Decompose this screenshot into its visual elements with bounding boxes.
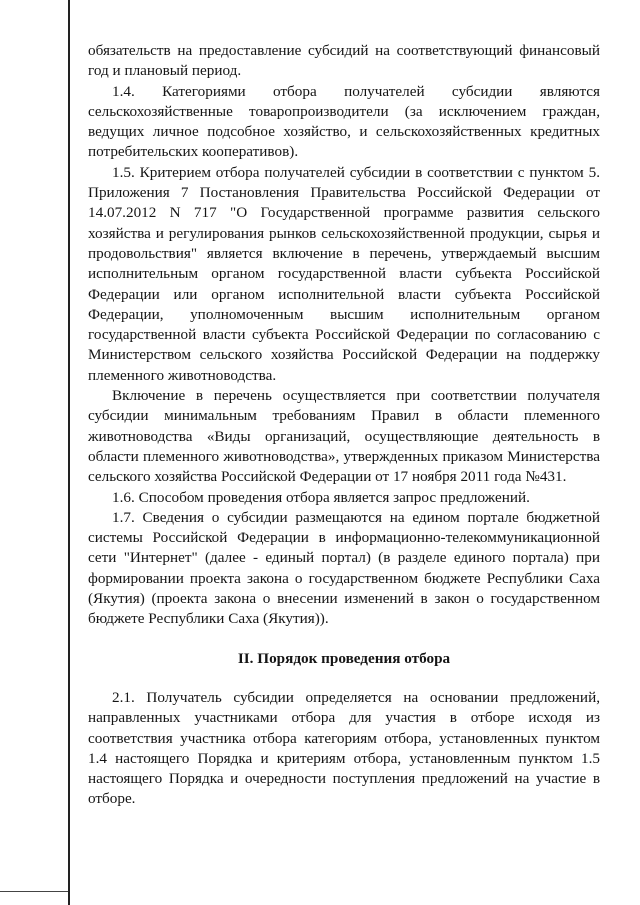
- margin-tick-line: [0, 891, 68, 892]
- section-heading: II. Порядок проведения отбора: [237, 649, 451, 667]
- paragraph-1-5: 1.5. Критерием отбора получателей субсидии в соответствии с пунктом 5. Приложения 7 Постановления Правительства Российской Федерации от 14.07.2012 N 717 "О Государственной программе развития сельского хозяйства и регулирования рынков сельскохозяйственной продукции, сырья и продовольствия" является включение в перечень, утверждаемый высшим исполнительным органом государственной власти субъекта Российской Федерации или органом исполнительной власти субъекта Российской Федерации, уполномоченным высшим исполнительным органом государственной власти субъекта Российской Федерации по согласованию с Министерством сельского хозяйства Российской Федерации на поддержку племенного животноводства.: [88, 163, 600, 384]
- paragraph-continuation: обязательств на предоставление субсидий на соответствующий финансовый год и плановый период.: [88, 42, 600, 80]
- paragraph-2-1: 2.1. Получатель субсидии определяется на основании предложений, направленных участниками отбора для участия в отборе исходя из соответствия участника отбора категориям отбора, установленных пунктом 1.4 настоящего Порядка и критериям отбора, установленным пунктом 1.5 настоящего Порядка и очередности поступления предложений на участие в отборе.: [88, 688, 600, 808]
- paragraph-inclusion: Включение в перечень осуществляется при соответствии получателя субсидии минимальным требованиям Правил в области племенного животноводства «Виды организаций, осуществляющие деятельность в области племенного животноводства», утвержденных приказом Министерства сельского хозяйства Российской Федерации от 17 ноября 2011 года №431.: [88, 387, 600, 486]
- paragraph-1-7: 1.7. Сведения о субсидии размещаются на едином портале бюджетной системы Российской Федерации в информационно-телекоммуникационной сети "Интернет" (далее - единый портал) (в разделе единого портала) при формировании проекта закона о государственном бюджете Республики Саха (Якутия) (проекта закона о внесении изменений в закон о государственном бюджете Республики Саха (Якутия)).: [88, 508, 600, 628]
- paragraph-1-6: 1.6. Способом проведения отбора является запрос предложений.: [112, 488, 530, 506]
- paragraph-1-4: 1.4. Категориями отбора получателей субсидии являются сельскохозяйственные товаропроизводители (за исключением граждан, ведущих личное подсобное хозяйство, и сельскохозяйственных кредитных потребительских кооперативов).: [88, 82, 600, 161]
- binding-margin-line: [68, 0, 70, 905]
- document-page: [88, 41, 600, 810]
